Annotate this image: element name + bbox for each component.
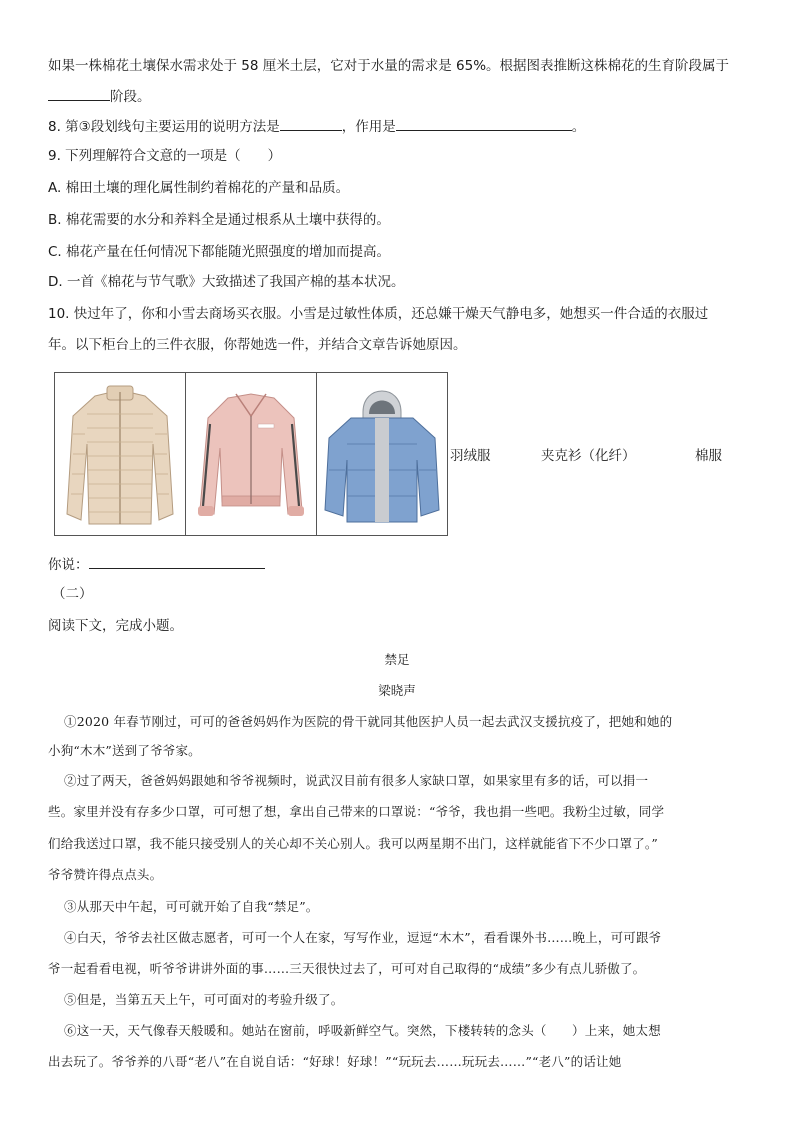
q10-line1: 10. 快过年了，你和小雪去商场买衣服。小雪是过敏性体质，还总嫌干燥天气静电多，她想买一件合适的衣服过 <box>48 306 709 322</box>
label-down-jacket: 羽绒服 <box>450 448 491 464</box>
down-jacket-icon <box>55 373 185 535</box>
answer-prefix: 你说： <box>48 557 89 573</box>
q9-option-a: A. 棉田土壤的理化属性制约着棉花的产量和品质。 <box>48 180 350 196</box>
article-paragraph-line: 些。家里并没有存多少口罩，可可想了想，拿出自己带来的口罩说：“爷爷，我也捐一些吧。我粉尘过敏，同学 <box>48 804 665 819</box>
answer-blank[interactable] <box>89 554 265 569</box>
section-heading: （二） <box>52 586 93 602</box>
q9-option-b: B. 棉花需要的水分和养料全是通过根系从土壤中获得的。 <box>48 212 390 228</box>
clothing-image-table <box>54 372 448 536</box>
bomber-jacket-icon <box>186 373 316 535</box>
down-jacket-image <box>55 373 186 535</box>
answer-blank[interactable] <box>48 86 110 101</box>
answer-blank[interactable] <box>280 116 342 131</box>
article-paragraph-line: 爷一起看看电视，听爷爷讲讲外面的事……三天很快过去了，可可对自己取得的“成绩”多少有点儿骄傲了。 <box>48 961 646 976</box>
q7-line2-suffix: 阶段。 <box>110 89 151 105</box>
article-paragraph-line: ②过了两天，爸爸妈妈跟她和爷爷视频时，说武汉目前有很多人家缺口罩，如果家里有多的话，可以捐一 <box>64 773 649 788</box>
article-paragraph-line: 出去玩了。爷爷养的八哥“老八”在自说自话：“好球！好球！”“玩玩去……玩玩去……”“老八”的话让她 <box>48 1054 622 1069</box>
label-cotton-coat: 棉服 <box>695 448 722 464</box>
q8-suffix: 。 <box>571 119 586 135</box>
article-paragraph-line: ③从那天中午起，可可就开始了自我“禁足”。 <box>64 899 319 914</box>
jacket-image <box>186 373 317 535</box>
section-instruction: 阅读下文，完成小题。 <box>48 618 183 634</box>
article-paragraph-line: 们给我送过口罩，我不能只接受别人的关心却不关心别人。我可以两星期不出门，这样就能省下不少口罩了。” <box>48 836 658 851</box>
q7-line2 <box>48 86 151 107</box>
q8-prefix: 8. 第③段划线句主要运用的说明方法是 <box>48 119 280 135</box>
q9-stem: 9. 下列理解符合文意的一项是（ ） <box>48 148 282 164</box>
answer-blank[interactable] <box>396 116 572 131</box>
puffer-coat-icon <box>317 373 447 535</box>
q8 <box>48 116 585 137</box>
article-title: 禁足 <box>384 652 410 667</box>
q9-option-d: D. 一首《棉花与节气歌》大致描述了我国产棉的基本状况。 <box>48 274 405 290</box>
article-paragraph-line: ⑤但是，当第五天上午，可可面对的考验升级了。 <box>64 992 344 1007</box>
article-author: 梁晓声 <box>378 683 416 698</box>
article-paragraph-line: 小狗“木木”送到了爷爷家。 <box>48 743 201 758</box>
article-paragraph-line: 爷爷赞许得点点头。 <box>48 867 163 882</box>
article-paragraph-line: ⑥这一天，天气像春天般暖和。她站在窗前，呼吸新鲜空气。突然，下楼转转的念头（ ）上来，她太想 <box>64 1023 661 1038</box>
label-jacket: 夹克衫（化纤） <box>541 448 636 464</box>
q7-line1: 如果一株棉花土壤保水需求处于 58 厘米土层，它对于水量的需求是 65%。根据图表推断这株棉花的生育阶段属于 <box>48 58 730 74</box>
q9-option-c: C. 棉花产量在任何情况下都能随光照强度的增加而提高。 <box>48 244 391 260</box>
q8-middle: ，作用是 <box>341 119 396 135</box>
article-paragraph-line: ④白天，爷爷去社区做志愿者，可可一个人在家，写写作业，逗逗“木木”，看看课外书……晚上，可可跟爷 <box>64 930 662 945</box>
q10-line2: 年。以下柜台上的三件衣服，你帮她选一件，并结合文章告诉她原因。 <box>48 337 467 353</box>
cotton-coat-image <box>317 373 447 535</box>
article-paragraph-line: ①2020 年春节刚过，可可的爸爸妈妈作为医院的骨干就同其他医护人员一起去武汉支援抗疫了，把她和她的 <box>64 714 673 729</box>
q10-answer <box>48 554 265 575</box>
